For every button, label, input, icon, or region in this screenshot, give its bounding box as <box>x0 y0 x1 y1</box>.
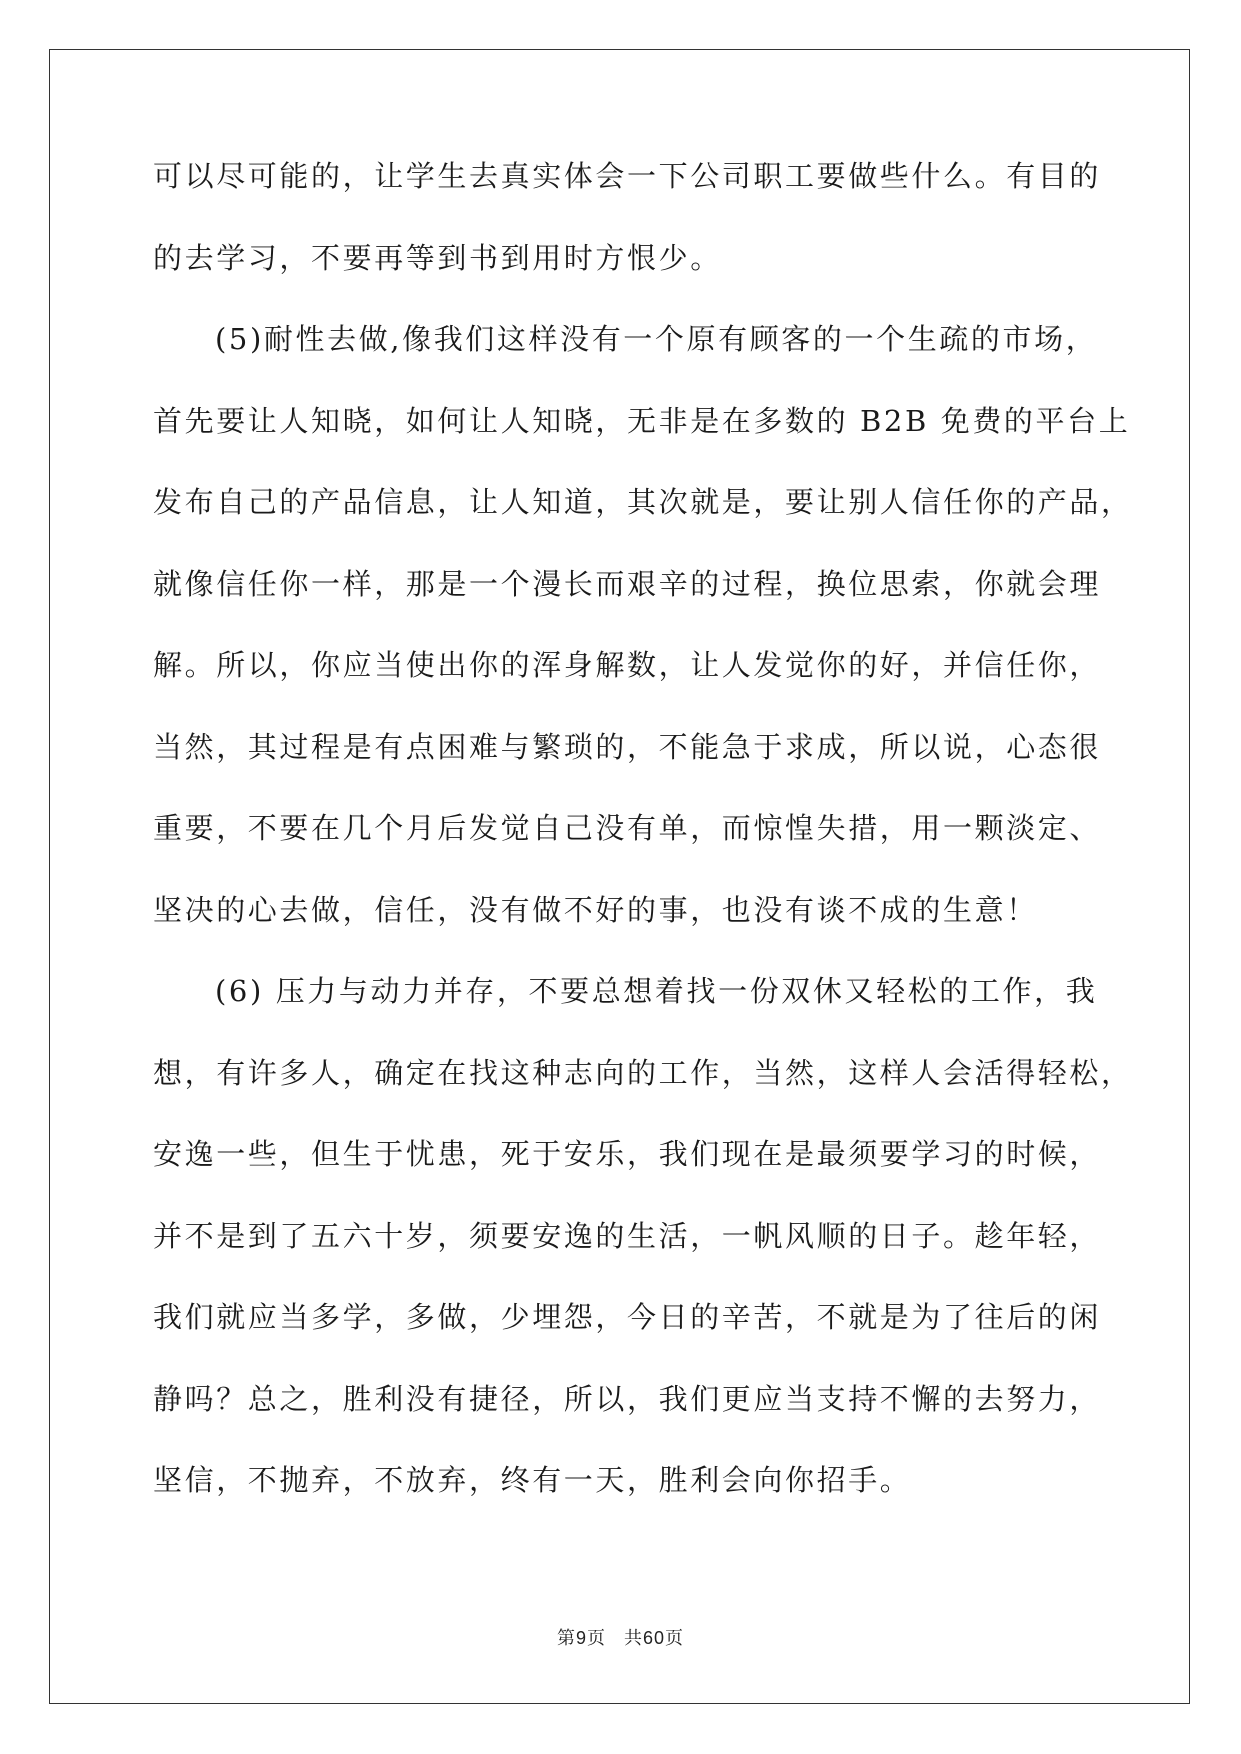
total-prefix: 共 <box>623 1628 643 1649</box>
text-line: 首先要让人知晓，如何让人知晓，无非是在多数的 B2B 免费的平台上 <box>153 403 1131 438</box>
text-line: 坚信，不抛弃，不放弃，终有一天，胜利会向你招手。 <box>153 1463 912 1497</box>
page-suffix: 页 <box>586 1628 606 1649</box>
text-line: 的去学习，不要再等到书到用时方恨少。 <box>153 240 722 275</box>
paragraph-start-line: (5)耐性去做,像我们这样没有一个原有顾客的一个生疏的市场， <box>215 322 1098 356</box>
text-line: 并不是到了五六十岁，须要安逸的生活，一帆风顺的日子。趁年轻， <box>153 1218 1102 1253</box>
text-line: 坚决的心去做，信任，没有做不好的事，也没有谈不成的生意！ <box>153 892 1038 927</box>
text-line: 想，有许多人，确定在找这种志向的工作，当然，这样人会活得轻松， <box>153 1055 1133 1090</box>
total-pages: 60 <box>642 1628 666 1648</box>
document-body <box>153 159 1133 1546</box>
text-line: 当然，其过程是有点困难与繁琐的，不能急于求成，所以说，心态很 <box>153 729 1102 764</box>
text-line: 静吗？总之，胜利没有捷径，所以，我们更应当支持不懈的去努力， <box>153 1381 1102 1416</box>
text-line: 安逸一些，但生于忧患，死于安乐，我们现在是最须要学习的时候， <box>153 1137 1102 1171</box>
text-line: 解。所以，你应当使出你的浑身解数，让人发觉你的好，并信任你， <box>153 648 1102 682</box>
total-suffix: 页 <box>665 1628 685 1649</box>
page-number: 9 <box>575 1628 587 1648</box>
paragraph-start-line: (6) 压力与动力并存，不要总想着找一份双休又轻松的工作，我 <box>215 974 1098 1008</box>
page-prefix: 第 <box>556 1628 576 1649</box>
text-line: 重要，不要在几个月后发觉自己没有单，而惊惶失措，用一颗淡定、 <box>153 811 1102 845</box>
page-footer <box>0 1624 1241 1650</box>
text-line: 我们就应当多学，多做，少埋怨，今日的辛苦，不就是为了往后的闲 <box>153 1300 1102 1334</box>
text-line: 发布自己的产品信息，让人知道，其次就是，要让别人信任你的产品， <box>153 485 1133 519</box>
text-line: 就像信任你一样，那是一个漫长而艰辛的过程，换位思索，你就会理 <box>153 566 1102 601</box>
text-line: 可以尽可能的，让学生去真实体会一下公司职工要做些什么。有目的 <box>153 159 1102 193</box>
